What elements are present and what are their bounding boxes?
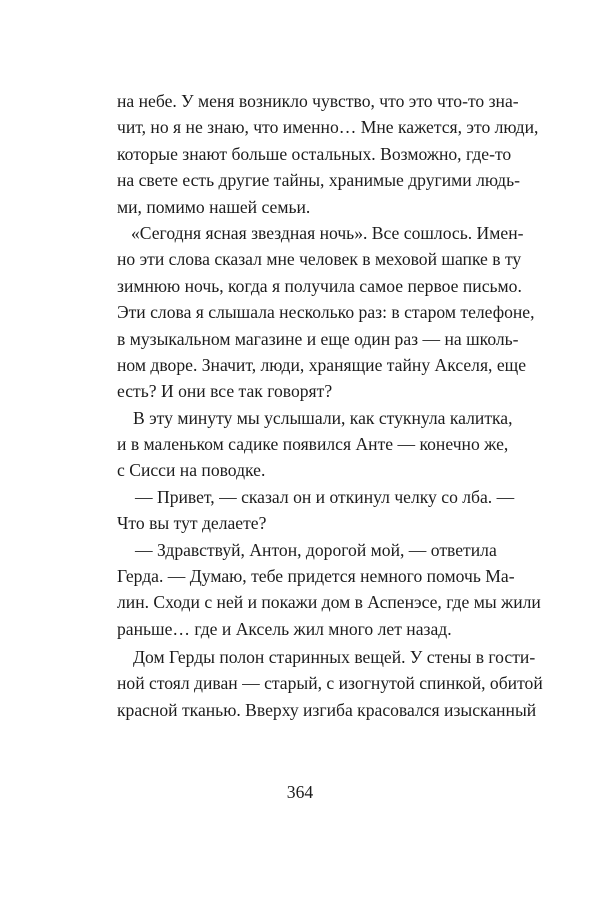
text-line: Эти слова я слышала несколько раз: в старом телефоне, — [117, 302, 535, 323]
text-block-lower — [117, 644, 543, 723]
text-line: «Сегодня ясная звездная ночь». Все сошлось. Имен- — [131, 222, 524, 243]
text-line: зимнюю ночь, когда я получила самое первое письмо. — [117, 275, 522, 296]
text-line: но эти слова сказал мне человек в меховой шапке в ту — [117, 249, 522, 270]
text-line: и в маленьком садике появился Анте — конечно же, — [117, 434, 509, 455]
text-line: Что вы тут делаете? — [117, 513, 267, 534]
text-line: Герда. — Думаю, тебе придется немного помочь Ма- — [117, 566, 515, 587]
text-block-upper — [117, 88, 541, 642]
text-line: которые знают больше остальных. Возможно, где-то — [117, 143, 512, 164]
text-line: в музыкальном магазине и еще один раз — на школь- — [117, 328, 519, 349]
text-line: ной стоял диван — старый, с изогнутой спинкой, обитой — [117, 673, 543, 694]
text-line: Дом Герды полон старинных вещей. У стены в гости- — [133, 647, 536, 667]
text-line: — Здравствуй, Антон, дорогой мой, — ответила — [135, 539, 497, 560]
text-line: на свете есть другие тайны, хранимые другими людь- — [117, 170, 520, 191]
text-line: есть? И они все так говорят? — [117, 381, 333, 402]
text-line: чит, но я не знаю, что именно… Мне кажется, это люди, — [117, 117, 539, 138]
text-line: раньше… где и Аксель жил много лет назад. — [117, 618, 452, 639]
text-line: с Сисси на поводке. — [117, 460, 266, 481]
text-line: — Привет, — сказал он и откинул челку со лба. — — [135, 486, 515, 507]
text-line: лин. Сходи с ней и покажи дом в Аспенэсе, где мы жили — [117, 592, 541, 613]
page-number: 364 — [286, 782, 314, 802]
text-line: В эту минуту мы услышали, как стукнула калитка, — [133, 407, 513, 428]
text-line: на небе. У меня возникло чувство, что это что-то зна- — [117, 91, 519, 111]
text-line: ном дворе. Значит, люди, хранящие тайну Акселя, еще — [117, 354, 527, 375]
text-line: ми, помимо нашей семьи. — [117, 196, 311, 217]
text-line: красной тканью. Вверху изгиба красовался изысканный — [117, 699, 537, 720]
